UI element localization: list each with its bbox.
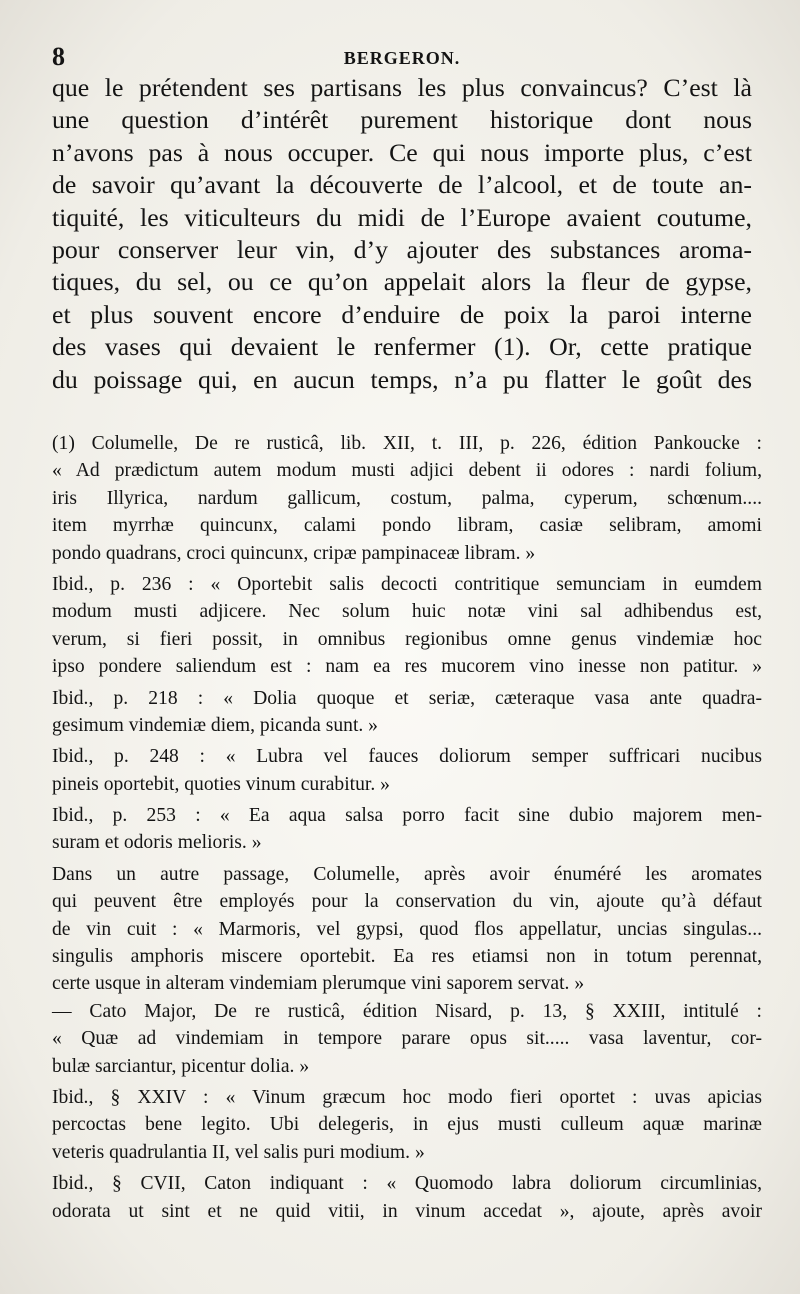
main-line: tiquité, les viticulteurs du midi de l’Europe avaient coutume,	[52, 202, 752, 232]
footnote-cato	[52, 998, 762, 1080]
footnote-line: « Ad prædictum autem modum musti adjici debent ii odores : nardi folium,	[52, 460, 762, 482]
footnote-line: bulæ sarciantur, picentur dolia. »	[52, 1055, 310, 1077]
footnote-line: Ibid., § CVII, Caton indiquant : « Quomodo labra doliorum circumlinias,	[52, 1173, 762, 1195]
page-number: 8	[52, 42, 65, 71]
footnote-line: verum, si fieri possit, in omnibus regionibus omne genus vindemiæ hoc	[52, 628, 762, 650]
main-line: pour conserver leur vin, d’y ajouter des substances aroma-	[52, 234, 752, 264]
footnote-ibid-xxiv	[52, 1084, 762, 1166]
footnote-line: Ibid., § XXIV : « Vinum græcum hoc modo fieri oportet : uvas apicias	[52, 1086, 762, 1108]
footnote-ibid-218	[52, 685, 762, 740]
main-line: n’avons pas à nous occuper. Ce qui nous importe plus, c’est	[52, 137, 752, 167]
footnote-line: veteris quadrulantia II, vel salis puri modium. »	[52, 1141, 425, 1163]
page-header	[52, 38, 752, 74]
footnote-line: qui peuvent être employés pour la conservation du vin, ajoute qu’à défaut	[52, 891, 762, 913]
footnote-line: iris Illyrica, nardum gallicum, costum, palma, cyperum, schœnum....	[52, 487, 762, 509]
footnote-ibid-248	[52, 743, 762, 798]
footnote-line: gesimum vindemiæ diem, picanda sunt. »	[52, 714, 378, 736]
footnote-line: Ibid., p. 253 : « Ea aqua salsa porro facit sine dubio majorem men-	[52, 805, 762, 827]
footnote-line: Ibid., p. 248 : « Lubra vel fauces doliorum semper suffricari nucibus	[52, 746, 762, 768]
footnote-line: pineis oportebit, quoties vinum curabitur. »	[52, 773, 390, 795]
main-text	[52, 72, 752, 396]
footnote-ibid-253	[52, 802, 762, 857]
footnote-line: de vin cuit : « Marmoris, vel gypsi, quod flos appellatur, uncias singulas...	[52, 918, 762, 940]
footnote-line: — Cato Major, De re rusticâ, édition Nisard, p. 13, § XXIII, intitulé :	[52, 1000, 762, 1022]
footnotes	[52, 430, 762, 1225]
footnote-line: Ibid., p. 236 : « Oportebit salis decocti contritique semunciam in eumdem	[52, 573, 762, 595]
main-line: et plus souvent encore d’enduire de poix la paroi interne	[52, 299, 752, 329]
footnote-line: Ibid., p. 218 : « Dolia quoque et seriæ, cæteraque vasa ante quadra-	[52, 687, 762, 709]
main-line: tiques, du sel, ou ce qu’on appelait alors la fleur de gypse,	[52, 267, 752, 297]
main-line: de savoir qu’avant la découverte de l’alcool, et de toute an-	[52, 170, 752, 200]
footnote-ibid-236	[52, 571, 762, 681]
main-line: que le prétendent ses partisans les plus convaincus? C’est là	[52, 73, 752, 102]
footnote-line: percoctas bene legito. Ubi delegeris, in ejus musti culleum aquæ marinæ	[52, 1114, 762, 1136]
main-line: du poissage qui, en aucun temps, n’a pu flatter le goût des	[52, 364, 752, 394]
footnote-line: « Quæ ad vindemiam in tempore parare opus sit..... vasa laventur, cor-	[52, 1028, 762, 1050]
footnote-line: suram et odoris melioris. »	[52, 832, 262, 854]
footnote-columelle-passage	[52, 861, 762, 998]
footnote-line: certe usque in alteram vindemiam plerumque vini saporem servat. »	[52, 973, 585, 995]
footnote-line: Dans un autre passage, Columelle, après avoir énuméré les aromates	[52, 863, 762, 885]
main-line: une question d’intérêt purement historique dont nous	[52, 105, 752, 135]
footnote-line: (1) Columelle, De re rusticâ, lib. XII, t. III, p. 226, édition Pankoucke :	[52, 433, 762, 454]
footnote-line: singulis amphoris miscere oportebit. Ea res etiamsi non in totum perennat,	[52, 946, 762, 968]
footnote-line: ipso pondere saliendum est : nam ea res mucorem vino inesse non patitur. »	[52, 656, 762, 678]
footnote-line: pondo quadrans, croci quincunx, cripæ pampinaceæ libram. »	[52, 542, 536, 564]
footnote-line: item myrrhæ quincunx, calami pondo libram, casiæ selibram, amomi	[52, 515, 762, 537]
running-head: BERGERON.	[343, 48, 461, 68]
main-line: des vases qui devaient le renfermer (1). Or, cette pratique	[52, 332, 752, 362]
footnote-line: odorata ut sint et ne quid vitii, in vinum accedat », ajoute, après avoir	[52, 1200, 762, 1222]
footnote-ibid-cvii	[52, 1170, 762, 1225]
footnote-line: modum musti adjicere. Nec solum huic notæ vini sal adhibendus est,	[52, 601, 762, 623]
footnote-1	[52, 430, 762, 567]
